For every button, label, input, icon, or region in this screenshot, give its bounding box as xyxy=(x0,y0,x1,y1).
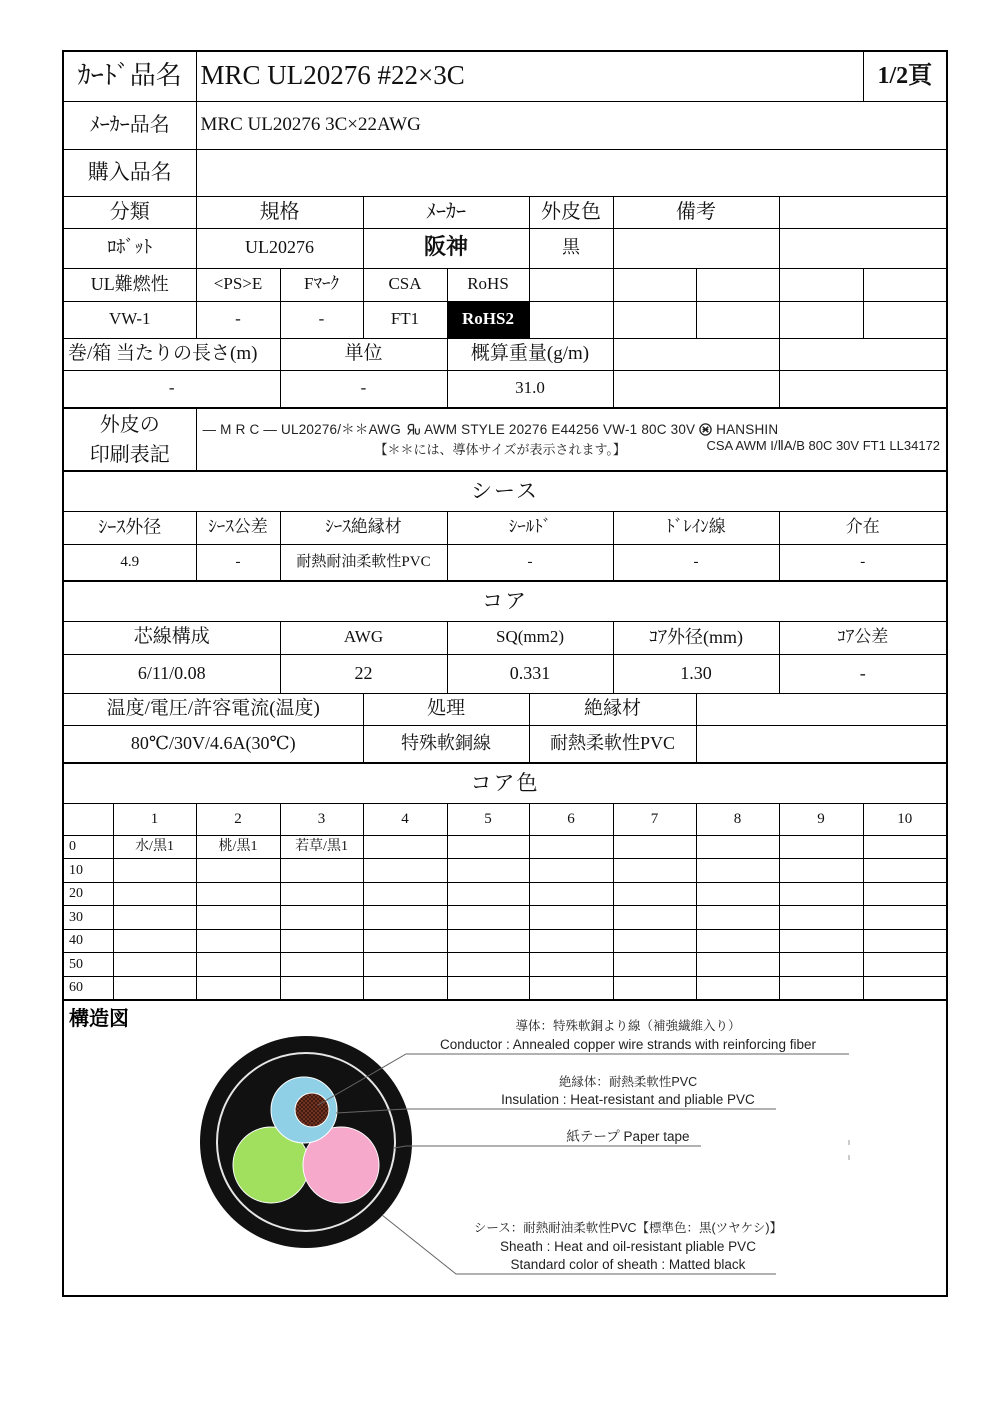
csa-value: FT1 xyxy=(363,301,447,338)
core-color-cell xyxy=(696,859,779,883)
empty-cell xyxy=(779,196,947,228)
core-color-column-number: 9 xyxy=(779,803,863,835)
print-marking-label-line: 印刷表記 xyxy=(89,443,170,466)
pse-header: <PS>E xyxy=(196,268,280,301)
core-section-title: コア xyxy=(63,581,947,621)
core-color-cell xyxy=(363,859,447,883)
core-tolerance-value: - xyxy=(779,654,947,693)
empty-cell xyxy=(613,301,696,338)
core-color-cell: 水/黒1 xyxy=(113,835,196,859)
ratings-header-row xyxy=(63,693,947,725)
remarks-value xyxy=(613,228,779,268)
core-color-cell xyxy=(696,882,779,906)
core-color-cell xyxy=(280,953,363,977)
core-color-cell xyxy=(113,882,196,906)
f-mark-value: - xyxy=(280,301,363,338)
core-value-row xyxy=(63,654,947,693)
conductor-label-en: Conductor : Annealed copper wire strands with reinforcing fiber xyxy=(440,1036,816,1052)
maker-name-value: MRC UL20276 3C×22AWG xyxy=(196,101,947,149)
core-color-row-index: 20 xyxy=(63,882,113,906)
sheath-label-ja: シース：耐熱耐油柔軟性PVC【標準色：黒(ツヤケシ)】 xyxy=(473,1220,783,1235)
pse-value: - xyxy=(196,301,280,338)
core-header-row xyxy=(63,621,947,654)
shield-header: ｼｰﾙﾄﾞ xyxy=(447,511,613,544)
empty-cell xyxy=(779,228,947,268)
purchase-name-row xyxy=(63,149,947,196)
empty-cell xyxy=(779,370,947,408)
core-color-cell xyxy=(113,953,196,977)
core-color-row-index: 60 xyxy=(63,976,113,1000)
ratings-value-row xyxy=(63,725,947,763)
sheath-header-row xyxy=(63,511,947,544)
insulation-header: 絶縁材 xyxy=(529,693,696,725)
print-standard: UL20276/＊＊AWG xyxy=(281,421,401,437)
jacket-color-value: 黒 xyxy=(529,228,613,268)
empty-cell xyxy=(779,268,863,301)
core-color-cell xyxy=(447,882,529,906)
sheath-material-value: 耐熱耐油柔軟性PVC xyxy=(280,544,447,581)
core-color-cell xyxy=(529,882,613,906)
print-marking-label xyxy=(63,408,196,471)
print-csa-marking: CSA AWM I/ⅡA/B 80C 30V FT1 LL34172 xyxy=(706,437,941,453)
empty-cell xyxy=(779,338,947,370)
awg-value: 22 xyxy=(280,654,447,693)
f-mark-header: Fﾏｰｸ xyxy=(280,268,363,301)
core-color-cell xyxy=(363,929,447,953)
core-color-cell xyxy=(363,835,447,859)
maker-name-label: ﾒｰｶｰ品名 xyxy=(63,101,196,149)
core-color-row xyxy=(63,929,947,953)
purchase-name-value xyxy=(196,149,947,196)
core-color-row xyxy=(63,953,947,977)
spec-table xyxy=(62,50,948,1297)
core-color-cell xyxy=(779,882,863,906)
core-color-cell xyxy=(280,882,363,906)
insulation-value: 耐熱柔軟性PVC xyxy=(529,725,696,763)
filler-value: - xyxy=(779,544,947,581)
core-color-row-index: 0 xyxy=(63,835,113,859)
structure-section xyxy=(63,1000,947,1296)
sq-header: SQ(mm2) xyxy=(447,621,613,654)
core-color-cell xyxy=(196,976,280,1000)
maker-value: 阪神 xyxy=(363,228,529,268)
core-color-cell xyxy=(863,835,947,859)
core-color-column-number: 5 xyxy=(447,803,529,835)
core-color-cell: 若草/黒1 xyxy=(280,835,363,859)
core-color-cell xyxy=(280,906,363,930)
core-color-cell xyxy=(447,953,529,977)
shield-value: - xyxy=(447,544,613,581)
length-per-reel-value: - xyxy=(63,370,280,408)
print-marking-text xyxy=(196,408,947,471)
core-color-cell xyxy=(113,929,196,953)
core-color-cell xyxy=(529,835,613,859)
unit-value: - xyxy=(280,370,447,408)
core-color-cell xyxy=(196,953,280,977)
core-color-section-title: コア色 xyxy=(63,763,947,803)
card-name-row xyxy=(63,51,947,101)
core-color-grid xyxy=(63,835,947,1000)
core-color-cell xyxy=(779,906,863,930)
core-color-row-index: 10 xyxy=(63,859,113,883)
core-color-row xyxy=(63,976,947,1000)
sheath-section-title: シース xyxy=(63,471,947,511)
csa-header: CSA xyxy=(363,268,447,301)
core-section-row xyxy=(63,581,947,621)
cable-cross-section xyxy=(200,1036,412,1248)
print-maker: — M R C — xyxy=(202,421,278,437)
core-1-conductor xyxy=(295,1093,329,1127)
sheath-od-header: ｼｰｽ外径 xyxy=(63,511,196,544)
core-color-section-row xyxy=(63,763,947,803)
sheath-color-label-en: Standard color of sheath : Matted black xyxy=(510,1256,746,1272)
rohs-value-badge: RoHS2 xyxy=(447,301,529,338)
sheath-tolerance-header: ｼｰｽ公差 xyxy=(196,511,280,544)
core-color-cell xyxy=(613,976,696,1000)
core-tolerance-header: ｺｱ公差 xyxy=(779,621,947,654)
core-color-cell xyxy=(863,929,947,953)
category-header: 分類 xyxy=(63,196,196,228)
core-color-cell xyxy=(696,976,779,1000)
spec-main xyxy=(63,51,947,835)
core-color-cell xyxy=(280,929,363,953)
sheath-label-en: Sheath : Heat and oil-resistant pliable PVC xyxy=(500,1238,756,1254)
filler-header: 介在 xyxy=(779,511,947,544)
empty-cell xyxy=(696,693,947,725)
core-color-cell xyxy=(280,859,363,883)
core-color-column-header-row xyxy=(63,803,947,835)
core-color-cell xyxy=(196,882,280,906)
core-color-cell xyxy=(613,882,696,906)
card-name-value: MRC UL20276 #22×3C xyxy=(196,51,863,101)
rohs-header: RoHS xyxy=(447,268,529,301)
strand-construction-header: 芯線構成 xyxy=(63,621,280,654)
core-color-row xyxy=(63,882,947,906)
remarks-header: 備考 xyxy=(613,196,779,228)
core-color-cell xyxy=(613,929,696,953)
jacket-color-header: 外皮色 xyxy=(529,196,613,228)
core-color-cell xyxy=(863,906,947,930)
core-color-row xyxy=(63,859,947,883)
core-color-cell xyxy=(529,929,613,953)
core-color-cell xyxy=(863,882,947,906)
core-color-cell xyxy=(529,859,613,883)
core-od-value: 1.30 xyxy=(613,654,779,693)
print-brand: HANSHIN xyxy=(716,421,779,437)
empty-cell xyxy=(63,803,113,835)
print-size-note: 【＊＊には、導体サイズが表示されます。】 xyxy=(374,441,626,457)
core-color-cell xyxy=(363,882,447,906)
core-color-cell xyxy=(113,906,196,930)
structure-diagram xyxy=(64,1001,944,1291)
core-color-cell xyxy=(613,835,696,859)
empty-cell xyxy=(696,301,779,338)
core-color-cell xyxy=(363,976,447,1000)
core-color-cell xyxy=(613,906,696,930)
maker-header: ﾒｰｶｰ xyxy=(363,196,529,228)
core-color-row-index: 30 xyxy=(63,906,113,930)
core-color-cell xyxy=(280,976,363,1000)
print-marking-row xyxy=(63,408,947,471)
empty-cell xyxy=(696,725,947,763)
core-color-cell: 桃/黒1 xyxy=(196,835,280,859)
core-color-column-number: 7 xyxy=(613,803,696,835)
sq-value: 0.331 xyxy=(447,654,613,693)
empty-cell xyxy=(613,370,779,408)
card-name-label: ｶｰﾄﾞ品名 xyxy=(63,51,196,101)
ul-flame-value: VW-1 xyxy=(63,301,196,338)
insulation-label-en: Insulation : Heat-resistant and pliable PVC xyxy=(501,1091,755,1107)
sheath-tolerance-value: - xyxy=(196,544,280,581)
conductor-label-ja: 導体：特殊軟銅より線（補強繊維入り） xyxy=(515,1018,741,1033)
general-header-row xyxy=(63,196,947,228)
core-color-row xyxy=(63,906,947,930)
core-color-cell xyxy=(113,976,196,1000)
core-color-column-number: 8 xyxy=(696,803,779,835)
core-color-cell xyxy=(447,906,529,930)
sheath-value-row xyxy=(63,544,947,581)
drain-wire-value: - xyxy=(613,544,779,581)
treatment-value: 特殊軟銅線 xyxy=(363,725,529,763)
core-color-row-index: 50 xyxy=(63,953,113,977)
core-color-cell xyxy=(529,906,613,930)
core-color-cell xyxy=(529,953,613,977)
length-weight-header-row xyxy=(63,338,947,370)
core-color-column-number: 6 xyxy=(529,803,613,835)
cable-spec-card xyxy=(62,50,946,1297)
cable-structure-drawing xyxy=(64,1001,944,1291)
core-color-cell xyxy=(863,859,947,883)
core-color-cell xyxy=(863,953,947,977)
general-value-row xyxy=(63,228,947,268)
core-color-row xyxy=(63,835,947,859)
purchase-name-label: 購入品名 xyxy=(63,149,196,196)
core-color-cell xyxy=(696,835,779,859)
insulation-label-ja: 絶縁体：耐熱柔軟性PVC xyxy=(558,1074,698,1089)
core-color-cell xyxy=(196,859,280,883)
core-color-column-number: 10 xyxy=(863,803,947,835)
unit-header: 単位 xyxy=(280,338,447,370)
core-color-cell xyxy=(363,906,447,930)
core-color-column-number: 2 xyxy=(196,803,280,835)
core-color-cell xyxy=(779,929,863,953)
core-color-cell xyxy=(779,976,863,1000)
core-color-cell xyxy=(863,976,947,1000)
core-color-cell xyxy=(113,859,196,883)
core-color-cell xyxy=(696,906,779,930)
core-color-cell xyxy=(447,859,529,883)
core-color-column-number: 4 xyxy=(363,803,447,835)
empty-cell xyxy=(863,268,947,301)
print-marking-line-2 xyxy=(203,437,941,460)
core-color-cell xyxy=(447,929,529,953)
maker-name-row xyxy=(63,101,947,149)
structure-cell xyxy=(63,1000,947,1296)
core-color-cell xyxy=(196,929,280,953)
empty-cell xyxy=(696,268,779,301)
sheath-material-header: ｼｰｽ絶縁材 xyxy=(280,511,447,544)
empty-cell xyxy=(779,301,863,338)
length-per-reel-header: 巻/箱 当たりの長さ(m) xyxy=(63,338,280,370)
drain-wire-header: ﾄﾞﾚｲﾝ線 xyxy=(613,511,779,544)
print-marking-label-line: 外皮の xyxy=(99,413,160,436)
core-color-cell xyxy=(779,953,863,977)
empty-cell xyxy=(529,301,613,338)
page-number: 1/2頁 xyxy=(863,51,947,101)
print-awm-style: AWM STYLE 20276 E44256 VW-1 80C 30V xyxy=(424,421,696,437)
empty-cell xyxy=(529,268,613,301)
empty-cell xyxy=(863,301,947,338)
sheath-section-row xyxy=(63,471,947,511)
core-od-header: ｺｱ外径(mm) xyxy=(613,621,779,654)
core-color-cell xyxy=(613,859,696,883)
core-color-cell xyxy=(196,906,280,930)
core-color-row-index: 40 xyxy=(63,929,113,953)
core-color-cell xyxy=(696,953,779,977)
treatment-header: 処理 xyxy=(363,693,529,725)
core-color-column-number: 1 xyxy=(113,803,196,835)
approx-weight-value: 31.0 xyxy=(447,370,613,408)
certification-mark-icon xyxy=(699,423,712,436)
core-color-cell xyxy=(779,859,863,883)
structure-title: 構造図 xyxy=(69,1005,129,1030)
core-color-cell xyxy=(613,953,696,977)
strand-construction-value: 6/11/0.08 xyxy=(63,654,280,693)
standard-header: 規格 xyxy=(196,196,363,228)
core-color-cell xyxy=(529,976,613,1000)
ul-flame-header: UL難燃性 xyxy=(63,268,196,301)
core-color-column-number: 3 xyxy=(280,803,363,835)
standards-header-row xyxy=(63,268,947,301)
category-value: ﾛﾎﾞｯﾄ xyxy=(63,228,196,268)
approx-weight-header: 概算重量(g/m) xyxy=(447,338,613,370)
awg-header: AWG xyxy=(280,621,447,654)
empty-cell xyxy=(613,338,779,370)
core-color-cell xyxy=(696,929,779,953)
core-color-cell xyxy=(779,835,863,859)
structure-row xyxy=(63,1000,947,1296)
core-color-cell xyxy=(447,976,529,1000)
empty-cell xyxy=(613,268,696,301)
core-color-cell xyxy=(447,835,529,859)
standards-value-row xyxy=(63,301,947,338)
length-weight-value-row xyxy=(63,370,947,408)
paper-tape-leader xyxy=(394,1146,701,1148)
core-color-cell xyxy=(363,953,447,977)
temp-voltage-current-value: 80℃/30V/4.6A(30℃) xyxy=(63,725,363,763)
sheath-od-value: 4.9 xyxy=(63,544,196,581)
standard-value: UL20276 xyxy=(196,228,363,268)
paper-tape-label: 紙テープ Paper tape xyxy=(566,1128,690,1144)
temp-voltage-current-header: 温度/電圧/許容電流(温度) xyxy=(63,693,363,725)
ul-recognized-mark-icon xyxy=(405,423,421,436)
